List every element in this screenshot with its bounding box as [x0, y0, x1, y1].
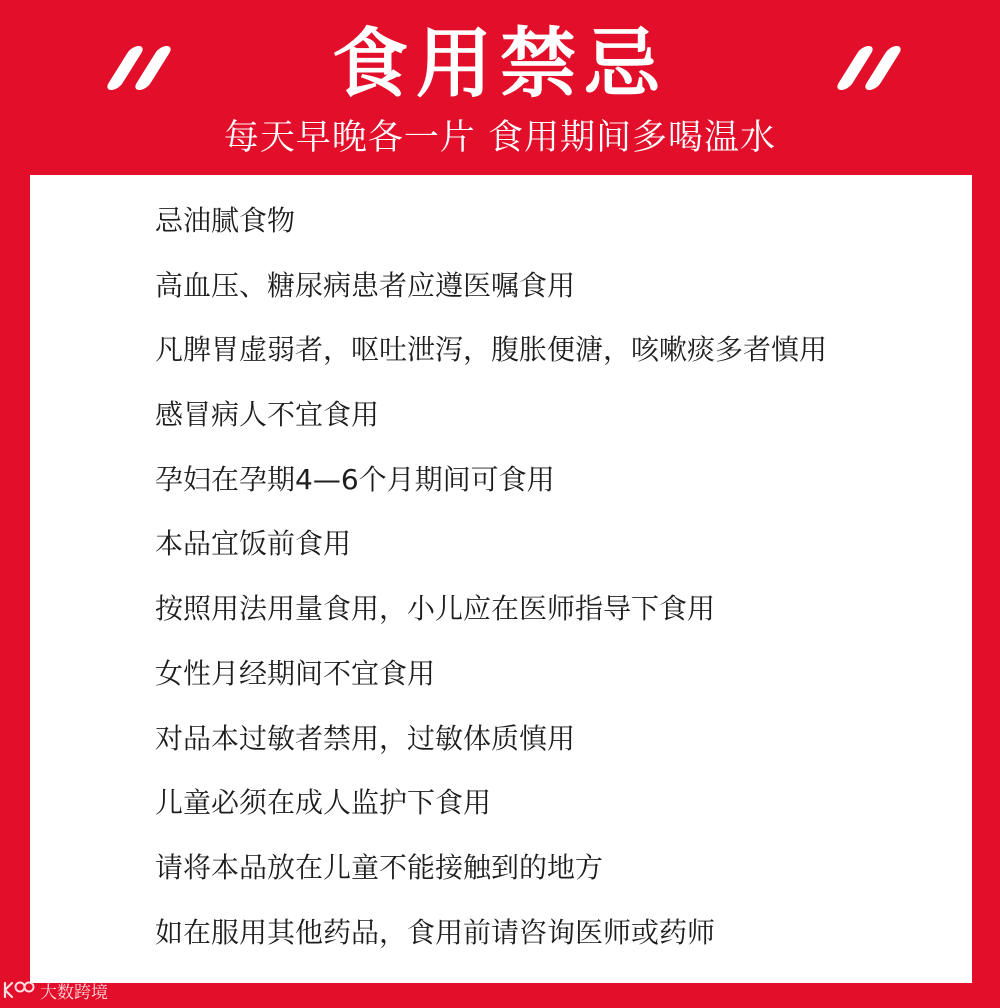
page-title: 食用禁忌 — [332, 19, 668, 108]
rule-item: 高血压、糖尿病患者应遵医嘱食用 — [155, 268, 576, 302]
page-subtitle: 每天早晚各一片 食用期间多喝温水 — [223, 118, 777, 158]
rule-item: 感冒病人不宜食用 — [155, 398, 380, 432]
rule-item: 忌油腻食物 — [155, 204, 296, 237]
rule-item: 女性月经期间不宜食用 — [155, 656, 436, 690]
rule-item: 请将本品放在儿童不能接触到的地方 — [155, 850, 604, 884]
rule-item: 凡脾胃虚弱者，呕吐泄泻，腹胀便溏，咳嗽痰多者慎用 — [155, 333, 828, 367]
rule-item: 儿童必须在成人监护下食用 — [155, 786, 492, 820]
quote-mark-right — [838, 46, 908, 86]
rules-list — [155, 201, 827, 977]
watermark — [2, 976, 108, 1004]
watermark-text: 大数跨境 — [40, 982, 108, 1003]
rule-item: 本品宜饭前食用 — [155, 527, 352, 561]
rules-card — [30, 175, 972, 983]
rule-item: 按照用法用量食用，小儿应在医师指导下食用 — [155, 592, 716, 626]
watermark-logo-icon — [2, 979, 36, 1001]
rule-item: 孕妇在孕期4—6个月期间可食用 — [155, 462, 555, 496]
rule-item: 对品本过敏者禁用，过敏体质慎用 — [155, 721, 576, 755]
rule-item: 如在服用其他药品，食用前请咨询医师或药师 — [155, 915, 716, 949]
